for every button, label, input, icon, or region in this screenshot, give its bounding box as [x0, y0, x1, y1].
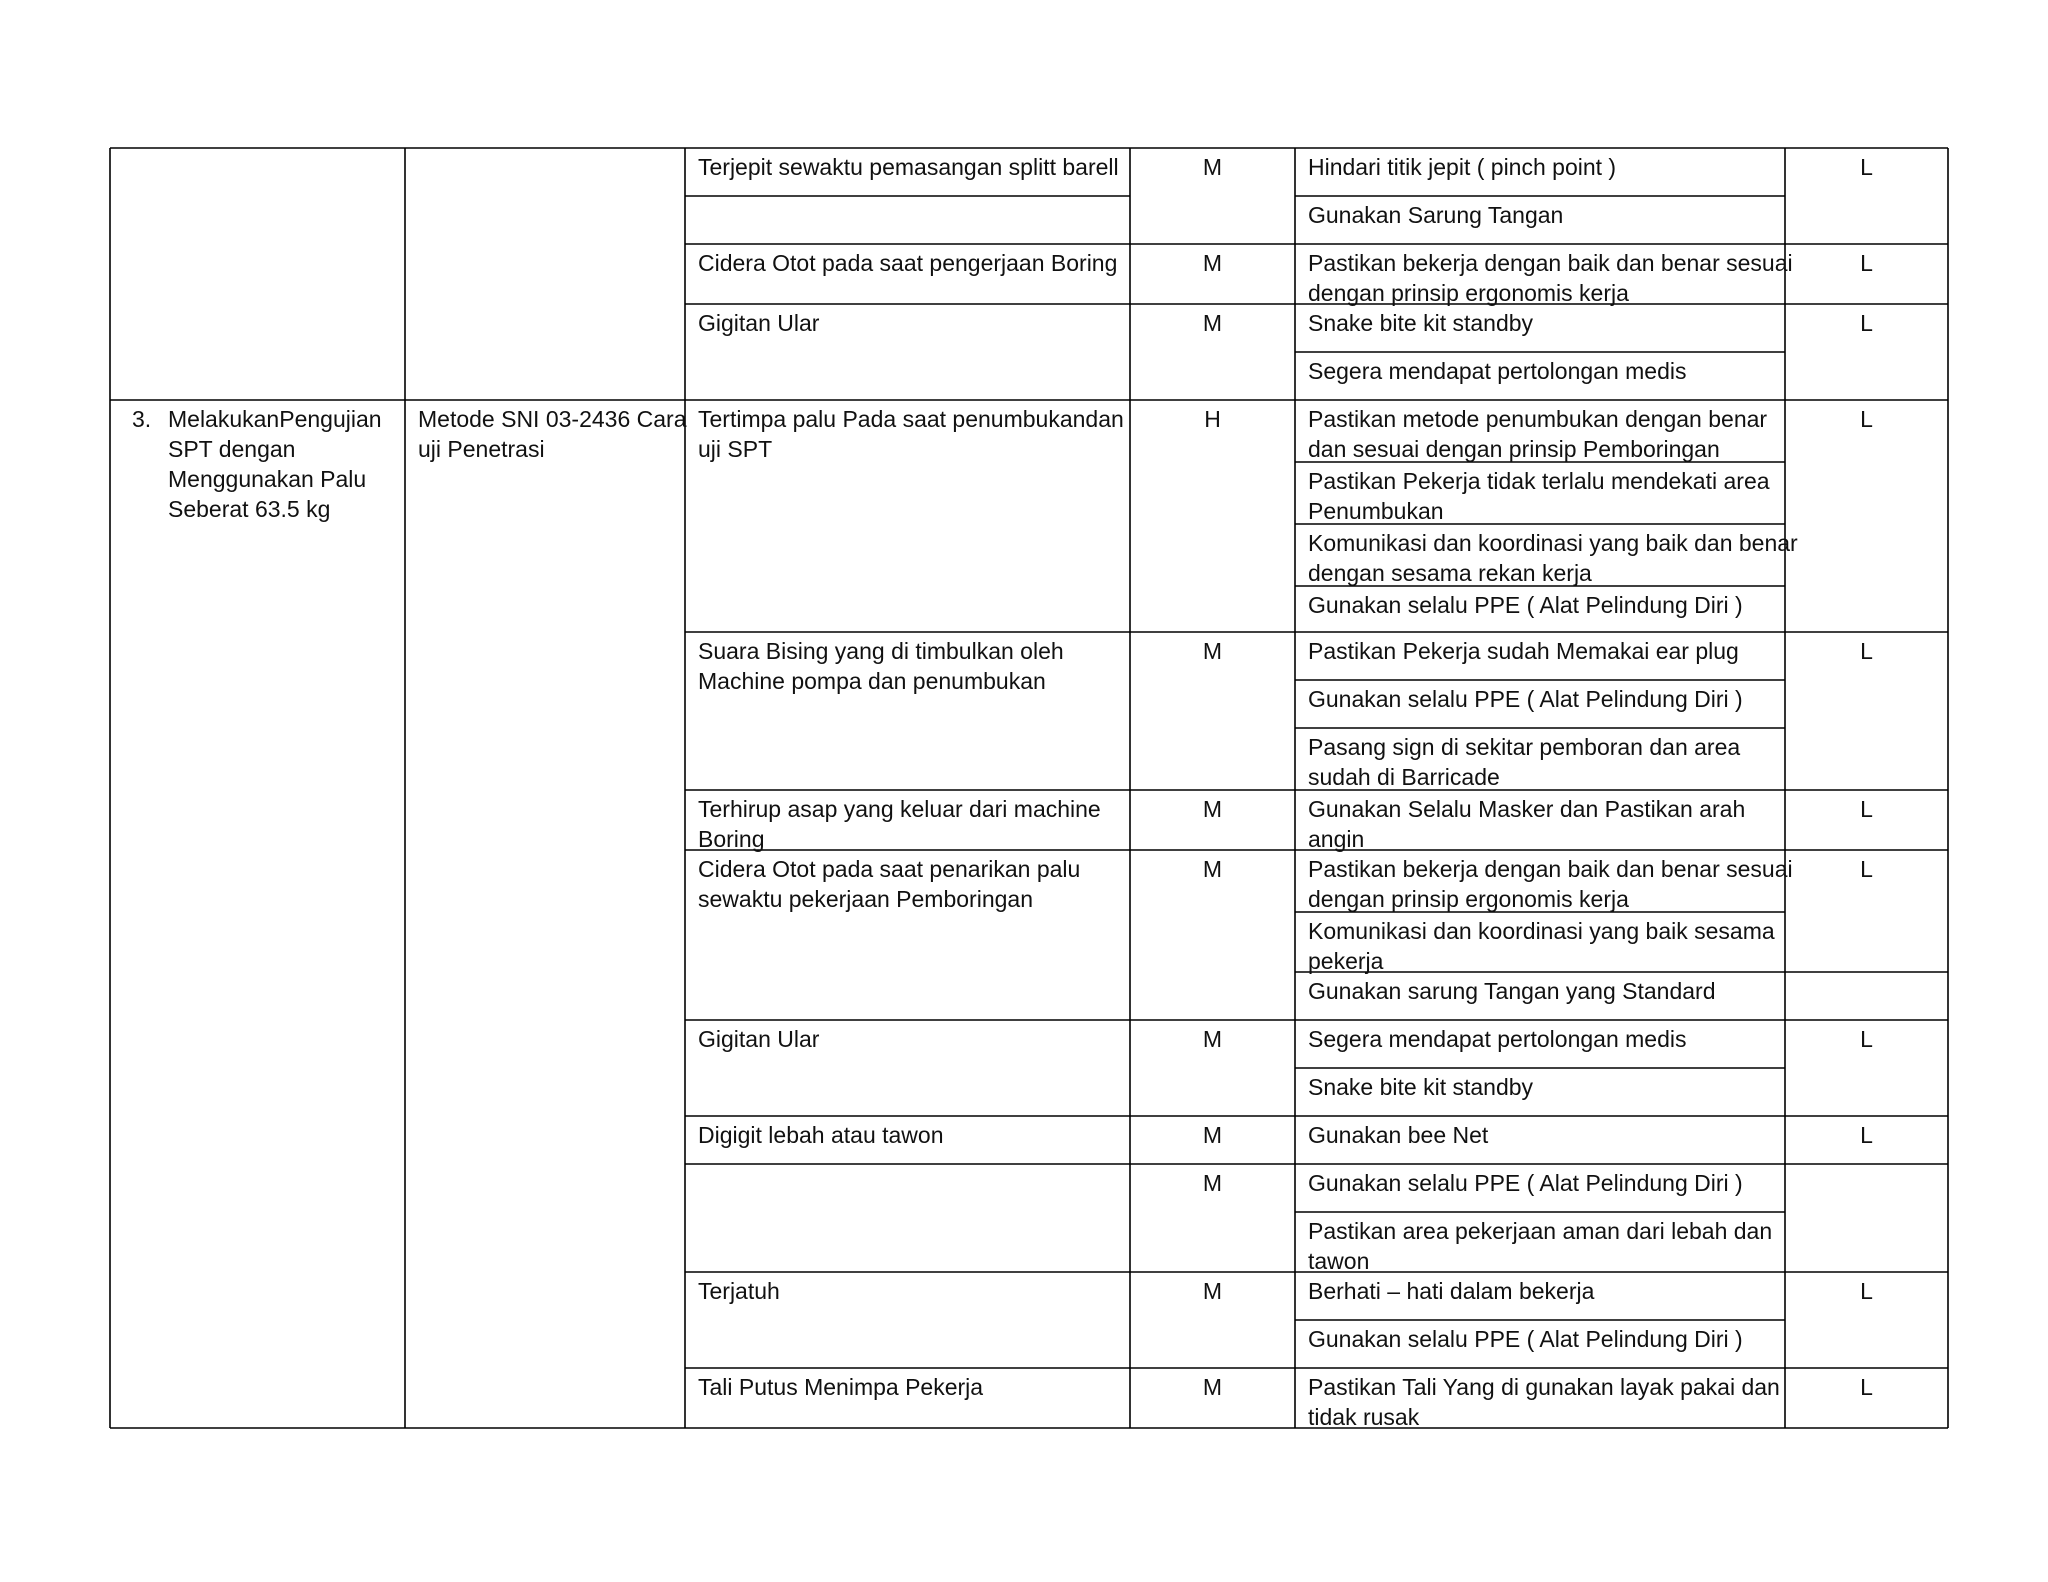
control-measure-cell: [1308, 794, 1745, 854]
control-measure-cell-line: Gunakan sarung Tangan yang Standard: [1308, 978, 1716, 1004]
control-measure-cell-line: Pastikan area pekerjaan aman dari lebah dan: [1308, 1218, 1773, 1244]
control-measure-cell-line: Pastikan bekerja dengan baik dan benar sesuai: [1308, 856, 1793, 882]
risk-rating-cell: M: [1202, 1374, 1223, 1400]
control-measure-cell-line: Berhati – hati dalam bekerja: [1308, 1278, 1595, 1304]
residual-risk-cell: L: [1860, 250, 1873, 276]
hazard-cell-line: uji SPT: [698, 436, 773, 462]
control-measure-cell-line: Pastikan metode penumbukan dengan benar: [1308, 406, 1768, 432]
control-measure-cell-line: dan sesuai dengan prinsip Pemboringan: [1308, 436, 1720, 462]
control-measure-cell: [1308, 356, 1686, 386]
hazard-cell-line: Gigitan Ular: [698, 1026, 820, 1052]
control-measure-cell-line: Gunakan selalu PPE ( Alat Pelindung Diri ): [1308, 1170, 1743, 1196]
risk-rating-cell: H: [1204, 406, 1221, 432]
risk-rating-cell: M: [1202, 1122, 1223, 1148]
control-measure-cell-line: Penumbukan: [1308, 498, 1444, 524]
residual-risk-cell: L: [1860, 1278, 1873, 1304]
activity-cell-line: MelakukanPengujian: [168, 406, 382, 432]
control-measure-cell-line: tidak rusak: [1308, 1404, 1420, 1430]
control-measure-cell: [1308, 1324, 1743, 1354]
control-measure-cell-line: dengan sesama rekan kerja: [1308, 560, 1592, 586]
hazard-cell-line: Cidera Otot pada saat penarikan palu: [698, 856, 1081, 882]
hazard-cell-line: Terjepit sewaktu pemasangan splitt barell: [698, 154, 1119, 180]
hazard-cell: [698, 404, 1124, 464]
control-measure-cell-line: Gunakan Sarung Tangan: [1308, 202, 1564, 228]
risk-rating-cell: M: [1202, 1278, 1223, 1304]
risk-rating-cell: M: [1202, 310, 1223, 336]
hazard-cell: [698, 1276, 780, 1306]
hazard-cell-line: Terjatuh: [698, 1278, 780, 1304]
residual-risk-cell: L: [1860, 154, 1873, 180]
control-measure-cell: [1308, 200, 1563, 230]
control-measure-cell-line: Pastikan Pekerja tidak terlalu mendekati area: [1308, 468, 1770, 494]
hazard-cell: [698, 308, 819, 338]
control-measure-cell: [1308, 854, 1793, 914]
control-measure-cell: [1308, 1120, 1488, 1150]
control-measure-cell-line: dengan prinsip ergonomis kerja: [1308, 280, 1629, 306]
control-measure-cell-line: Snake bite kit standby: [1308, 1074, 1534, 1100]
hazard-cell: [698, 794, 1101, 854]
hazard-cell-line: Machine pompa dan penumbukan: [698, 668, 1046, 694]
control-measure-cell: [1308, 1372, 1780, 1432]
hazard-cell: [698, 248, 1117, 278]
residual-risk-cell: L: [1860, 638, 1873, 664]
risk-rating-cell: M: [1202, 638, 1223, 664]
risk-rating-cell: M: [1202, 1026, 1223, 1052]
control-measure-cell: [1308, 528, 1798, 588]
control-measure-cell: [1308, 152, 1616, 182]
control-measure-cell: [1308, 976, 1716, 1006]
activity-cell-line: Seberat 63.5 kg: [168, 496, 331, 522]
control-measure-cell: [1308, 466, 1770, 526]
residual-risk-cell: L: [1860, 856, 1873, 882]
control-measure-cell-line: Segera mendapat pertolongan medis: [1308, 358, 1687, 384]
control-measure-cell-line: Pastikan bekerja dengan baik dan benar sesuai: [1308, 250, 1793, 276]
control-measure-cell: [1308, 1276, 1594, 1306]
control-measure-cell-line: dengan prinsip ergonomis kerja: [1308, 886, 1629, 912]
control-measure-cell: [1308, 916, 1775, 976]
control-measure-cell: [1308, 1072, 1533, 1102]
risk-rating-cell: M: [1202, 796, 1223, 822]
hazard-cell-line: Suara Bising yang di timbulkan oleh: [698, 638, 1064, 664]
hazard-cell: [698, 1372, 983, 1402]
method-cell-line: Metode SNI 03-2436 Cara: [418, 406, 687, 432]
hazard-cell-line: Tertimpa palu Pada saat penumbukandan: [698, 406, 1124, 432]
control-measure-cell-line: Komunikasi dan koordinasi yang baik sesama: [1308, 918, 1775, 944]
control-measure-cell: [1308, 1024, 1686, 1054]
control-measure-cell-line: Pastikan Pekerja sudah Memakai ear plug: [1308, 638, 1739, 664]
control-measure-cell-line: Komunikasi dan koordinasi yang baik dan benar: [1308, 530, 1798, 556]
risk-rating-cell: M: [1202, 856, 1223, 882]
hazard-cell: [698, 152, 1119, 182]
risk-rating-cell: M: [1202, 1170, 1223, 1196]
control-measure-cell: [1308, 404, 1767, 464]
activity-number: 3.: [132, 406, 152, 432]
control-measure-cell: [1308, 732, 1740, 792]
control-measure-cell-line: tawon: [1308, 1248, 1370, 1274]
control-measure-cell-line: Gunakan selalu PPE ( Alat Pelindung Diri ): [1308, 686, 1743, 712]
activity-cell-line: SPT dengan: [168, 436, 296, 462]
hazard-cell: [698, 1024, 819, 1054]
control-measure-cell: [1308, 308, 1533, 338]
control-measure-cell: [1308, 1216, 1772, 1276]
residual-risk-cell: L: [1860, 310, 1873, 336]
control-measure-cell-line: Gunakan Selalu Masker dan Pastikan arah: [1308, 796, 1746, 822]
activity-cell: [168, 404, 382, 524]
hazard-cell-line: Boring: [698, 826, 765, 852]
control-measure-cell: [1308, 684, 1743, 714]
control-measure-cell-line: Pasang sign di sekitar pemboran dan area: [1308, 734, 1741, 760]
hazard-cell-line: Terhirup asap yang keluar dari machine: [698, 796, 1101, 822]
risk-rating-cell: M: [1202, 250, 1223, 276]
hazard-cell: [698, 636, 1064, 696]
control-measure-cell-line: Pastikan Tali Yang di gunakan layak pakai dan: [1308, 1374, 1780, 1400]
hazard-cell-line: sewaktu pekerjaan Pemboringan: [698, 886, 1033, 912]
control-measure-cell: [1308, 636, 1739, 666]
control-measure-cell-line: Gunakan selalu PPE ( Alat Pelindung Diri ): [1308, 592, 1743, 618]
hazard-cell-line: Tali Putus Menimpa Pekerja: [698, 1374, 984, 1400]
control-measure-cell: [1308, 1168, 1743, 1198]
control-measure-cell-line: pekerja: [1308, 948, 1384, 974]
activity-cell-line: Menggunakan Palu: [168, 466, 367, 492]
risk-rating-cell: M: [1202, 154, 1223, 180]
residual-risk-cell: L: [1860, 796, 1873, 822]
residual-risk-cell: L: [1860, 1374, 1873, 1400]
hazard-cell: [698, 1120, 944, 1150]
hazard-cell-line: Cidera Otot pada saat pengerjaan Boring: [698, 250, 1118, 276]
control-measure-cell: [1308, 590, 1743, 620]
hazard-cell: [698, 854, 1080, 914]
hazard-cell-line: Digigit lebah atau tawon: [698, 1122, 944, 1148]
control-measure-cell-line: angin: [1308, 826, 1365, 852]
method-cell: [418, 404, 687, 464]
control-measure-cell-line: Segera mendapat pertolongan medis: [1308, 1026, 1687, 1052]
control-measure-cell-line: Gunakan bee Net: [1308, 1122, 1489, 1148]
control-measure-cell: [1308, 248, 1793, 308]
control-measure-cell-line: Snake bite kit standby: [1308, 310, 1534, 336]
residual-risk-cell: L: [1860, 1026, 1873, 1052]
hazard-cell-line: Gigitan Ular: [698, 310, 820, 336]
control-measure-cell-line: Gunakan selalu PPE ( Alat Pelindung Diri ): [1308, 1326, 1743, 1352]
method-cell-line: uji Penetrasi: [418, 436, 545, 462]
residual-risk-cell: L: [1860, 406, 1873, 432]
control-measure-cell-line: sudah di Barricade: [1308, 764, 1500, 790]
control-measure-cell-line: Hindari titik jepit ( pinch point ): [1308, 154, 1617, 180]
residual-risk-cell: L: [1860, 1122, 1873, 1148]
